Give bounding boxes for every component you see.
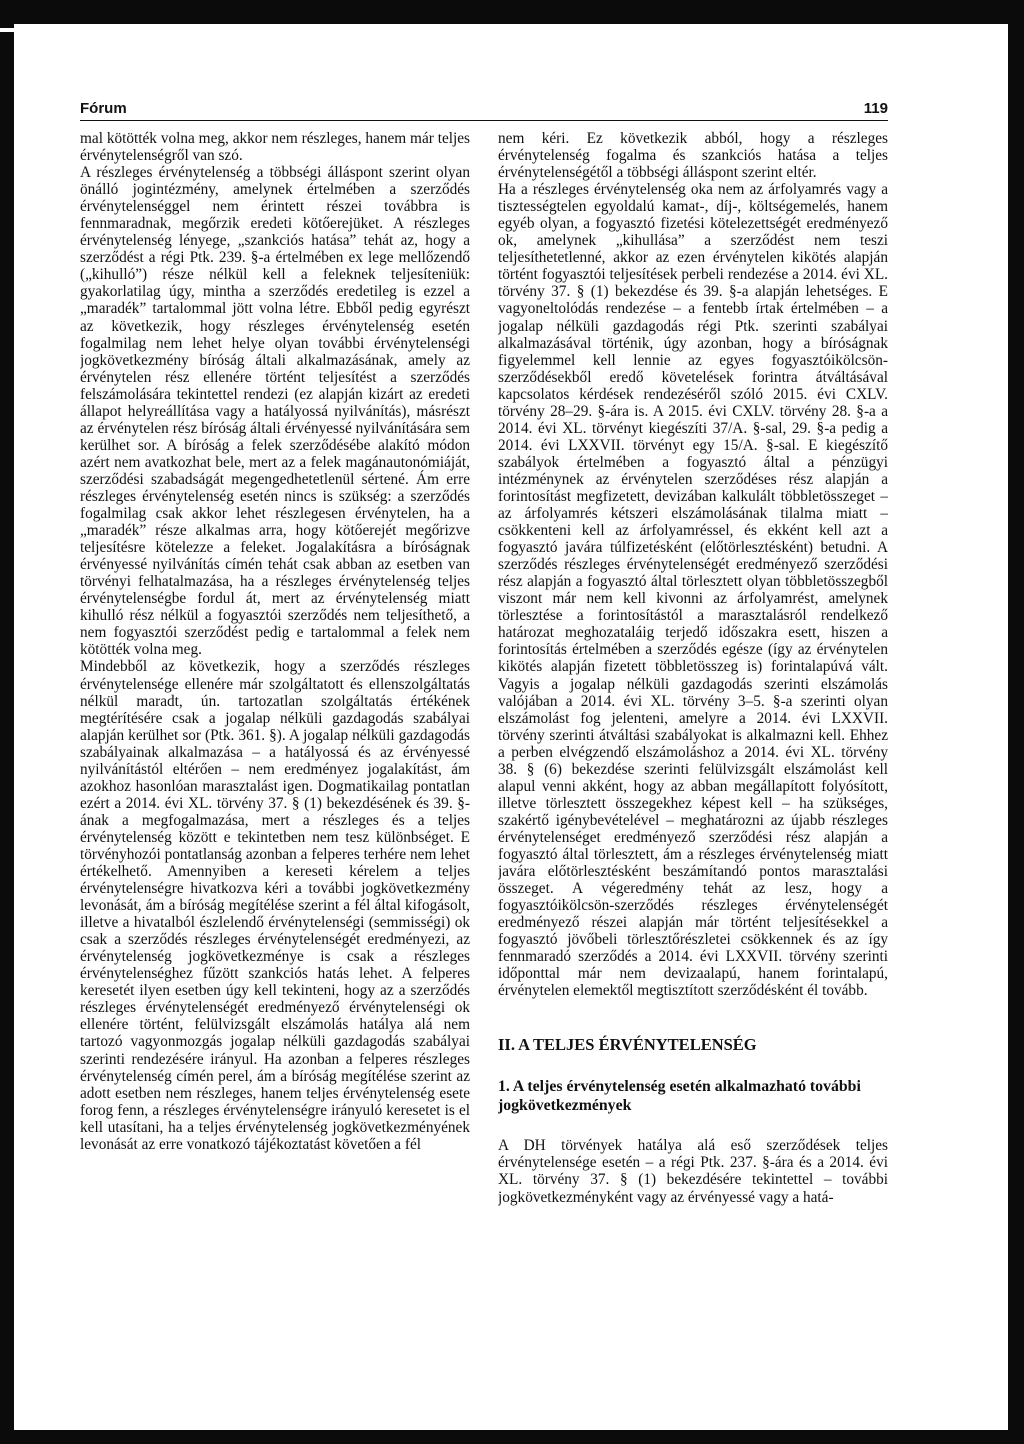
scan-border-top (0, 0, 1024, 24)
paragraph: Mindebből az következik, hogy a szerződés részleges érvénytelensége ellenére már szolgáltatott és ellenszolgáltatás nélkül maradt, ún. tartozatlan szolgáltatás értékének megtérítésére csak a jogalap nélküli gazdagodás szabályai alapján kerülhet sor (Ptk. 361. §). A jogalap nélküli gazdagodás szabályainak alkalmazása – a hatályossá és az érvényessé nyilvánítástól eltérően – nem eredményez jogalakítást, ám azokhoz hasonlóan marasztalást igen. Dogmatikailag pontatlan ezért a 2014. évi XL. törvény 37. § (1) bekezdésének és 39. §-ának a megfogalmazása, mert a részleges és a teljes érvénytelenség között e tekintetben nem tesz különbséget. E törvényhozói pontatlanság azonban a felperes terhére nem lehet értékelhető. Amennyiben a kereseti kérelem a teljes érvénytelenségre hivatkozva kéri a további jogkövetkezmény levonását, ám a bíróság megítélése szerint a fél által kifogásolt, illetve a hivatalból észlelendő érvénytelenségi (semmisségi) ok csak a szerződés részleges érvénytelenségét eredményezi, az érvénytelenség jogkövetkezménye is csak a részleges érvénytelenséghez fűzött szankciós hatás lehet. A felperes keresetét ilyen esetben úgy kell tekinteni, hogy az a szerződés részleges érvénytelenségét eredményező érvénytelenségi ok ellenére történt, felülvizsgált elszámolás hatálya alá nem tartozó vagyonmozgás jogalap nélküli gazdagodás szabályai szerinti rendezésére irányul. Ha azonban a felperes részleges érvénytelenség címén perel, ám a bíróság megítélése szerint az adott esetben nem részleges, hanem teljes érvénytelenség esete forog fenn, a részleges érvénytelenségre irányuló keresetet is el kell utasítani, ha a teljes érvénytelenség jogkövetkezményének levonását az erre vonatkozó tájékoztatást követően a fél (80, 658, 470, 1153)
scan-border-right (1008, 0, 1024, 1444)
paragraph: Ha a részleges érvénytelenség oka nem az árfolyamrés vagy a tisztességtelen egyoldalú kamat-, díj-, költségemelés, hanem egyéb olyan, a fogyasztó fizetési kötelezettségét eredményező ok, amelynek „kihullása” a szerződést nem teszi teljesíthetetlenné, akkor az ezen érvénytelen kikötés alapján történt fogyasztói teljesítések perbeli rendezése a 2014. évi XL. törvény 37. § (1) bekezdése és 39. §-a alapján lehetséges. E vagyoneltolódás rendezése – a fentebb írtak értelmében – a jogalap nélküli gazdagodás régi Ptk. szerinti szabályai alkalmazásával történik, úgy azonban, hogy a bíróságnak figyelemmel kell lennie az egyes fogyasztóikölcsön-szerződésekből eredő követelések forintra átváltásával kapcsolatos kérdések rendezéséről szóló 2015. évi CXLV. törvény 28–29. §-ára is. A 2015. évi CXLV. törvény 28. §-a a 2014. évi XL. törvényt kiegészíti 37/A. §-sal, 29. §-a pedig a 2014. évi LXXVII. törvényt egy 15/A. §-sal. E kiegészítő szabályok értelmében a fogyasztó által a pénzügyi intézménynek az érvénytelen szerződéses rész alapján a forintosítást megfizetett, devizában kalkulált többletösszeget – az árfolyamrés kétszeri elszámolásának tilalma miatt – csökkenteni kell az árfolyamréssel, és ekként kell azt a fogyasztó javára túlfizetésként (előtörlesztésként) betudni. A szerződés részleges érvénytelenségét eredményező szerződési rész alapján a fogyasztó által törlesztett olyan többletösszegből viszont már nem kell kivonni az árfolyamrést, amelynek törlesztése a forintosítástól a marasztalásról rendelkező határozat meghozataláig terjedő időszakra esett, hiszen a forintosítás értelmében a szerződés egésze (így az érvénytelen kikötés alapján fizetett többletösszeg is) forintalapúvá vált. Vagyis a jogalap nélküli gazdagodás szerinti elszámolás valójában a 2014. évi XL. törvény 3–5. §-a szerinti olyan elszámolást fog jelenteni, amelyre a 2014. évi LXXVII. törvény szerinti átváltási szabályokat is alkalmazni kell. Ehhez a perben elvégzendő elszámoláshoz a 2014. évi XL. törvény 38. § (6) bekezdése szerinti felülvizsgált elszámolást kell alapul venni akként, hogy az abban megállapított folyósított, illetve törlesztett összegekhez képest kell – ha szükséges, szakértő igénybevételével – meghatározni az újabb részleges érvénytelenséget eredményező szerződési rész alapján a fogyasztó által törlesztett, ám a részleges érvénytelenség miatt javára előtörlesztésként beszámítandó pontos marasztalási összeget. A végeredmény tehát az lesz, hogy a fogyasztóikölcsön-szerződés részleges érvénytelenségét eredményező részei alapján már történt teljesítésekkel a fogyasztó jövőbeli törlesztőrészletei csökkennek és az így fennmaradó szerződés a 2014. évi LXXVII. törvény szerinti időponttal már nem devizaalapú, hanem forintalapú, érvénytelen elemektől megtisztított szerződésként él tovább. (498, 181, 888, 1000)
right-column (498, 130, 888, 1410)
scan-border-bottom (0, 1430, 1024, 1444)
section-heading: II. A TELJES ÉRVÉNYTELENSÉG (498, 1035, 757, 1055)
journal-title: Fórum (80, 100, 127, 117)
subsection-heading: 1. A teljes érvénytelenség esetén alkalmazható további jogkövetkezmények (498, 1078, 861, 1115)
running-header (80, 100, 888, 121)
paragraph: nem kéri. Ez következik abból, hogy a részleges érvénytelenség fogalma és szankciós hatása a teljes érvénytelenségétől a többségi álláspont szerint eltér. (498, 130, 888, 182)
scan-border-left (0, 0, 14, 1444)
scan-mark (0, 28, 14, 32)
paragraph: A DH törvények hatálya alá eső szerződések teljes érvénytelensége esetén – a régi Ptk. 237. §-ára és a 2014. évi XL. törvény 37. § (1) bekezdésére tekintettel – további jogkövetkezményként vagy az érvényessé vagy a hatá- (498, 1137, 888, 1206)
paragraph: A részleges érvénytelenség a többségi álláspont szerint olyan önálló jogintézmény, amelynek értelmében a szerződés érvénytelenséggel nem érintett részei továbbra is fennmaradnak, megőrzik eredeti kötőerejüket. A részleges érvénytelenség lényege, „szankciós hatása” tehát az, hogy a szerződést a régi Ptk. 239. §-a értelmében ex lege mellőzendő („kihulló”) része nélkül kell a feleknek teljesíteniük: gyakorlatilag úgy, mintha a szerződés eredetileg is ezzel a „maradék” tartalommal jött volna létre. Ebből pedig egyrészt az következik, hogy részleges érvénytelenség esetén fogalmilag nem lehet helye olyan további érvénytelenségi jogkövetkezmény bíróság általi alkalmazásának, amely az érvénytelen rész ellenére történt teljesítést a szerződés felszámolására tekintettel rendezi (ez alapján kizárt az eredeti állapot helyreállítása vagy a hatályossá nyilvánítás), másrészt az érvénytelen rész bíróság általi érvényessé nyilvánítására sem kerülhet sor. A bíróság a felek szerződésébe alakító módon azért nem avatkozhat bele, mert az a felek magánautonómiáját, szerződési szabadságát megengedhetetlenül sértené. Ám erre részleges érvénytelenség esetén nincs is szükség: a szerződés fogalmilag csak akkor lehet részlegesen érvénytelen, ha a „maradék” része alkalmas arra, hogy kötőerejét megőrizve teljesítésre kötelezze a feleket. Jogalakításra a bíróságnak érvényessé nyilvánítás címén tehát csak abban az esetben van törvényi felhatalmazása, ha a részleges érvénytelenség teljes érvénytelenségbe fordul át, mert az érvénytelenség miatt kihulló rész nélkül a fogyasztói szerződés nem teljesíthető, a nem fogyasztói szerződést pedig e tartalommal a felek nem kötötték volna meg. (80, 164, 470, 659)
page-number: 119 (863, 100, 888, 117)
paragraph: mal kötötték volna meg, akkor nem részleges, hanem már teljes érvénytelenségről van szó. (80, 130, 470, 165)
left-column (80, 130, 470, 1410)
